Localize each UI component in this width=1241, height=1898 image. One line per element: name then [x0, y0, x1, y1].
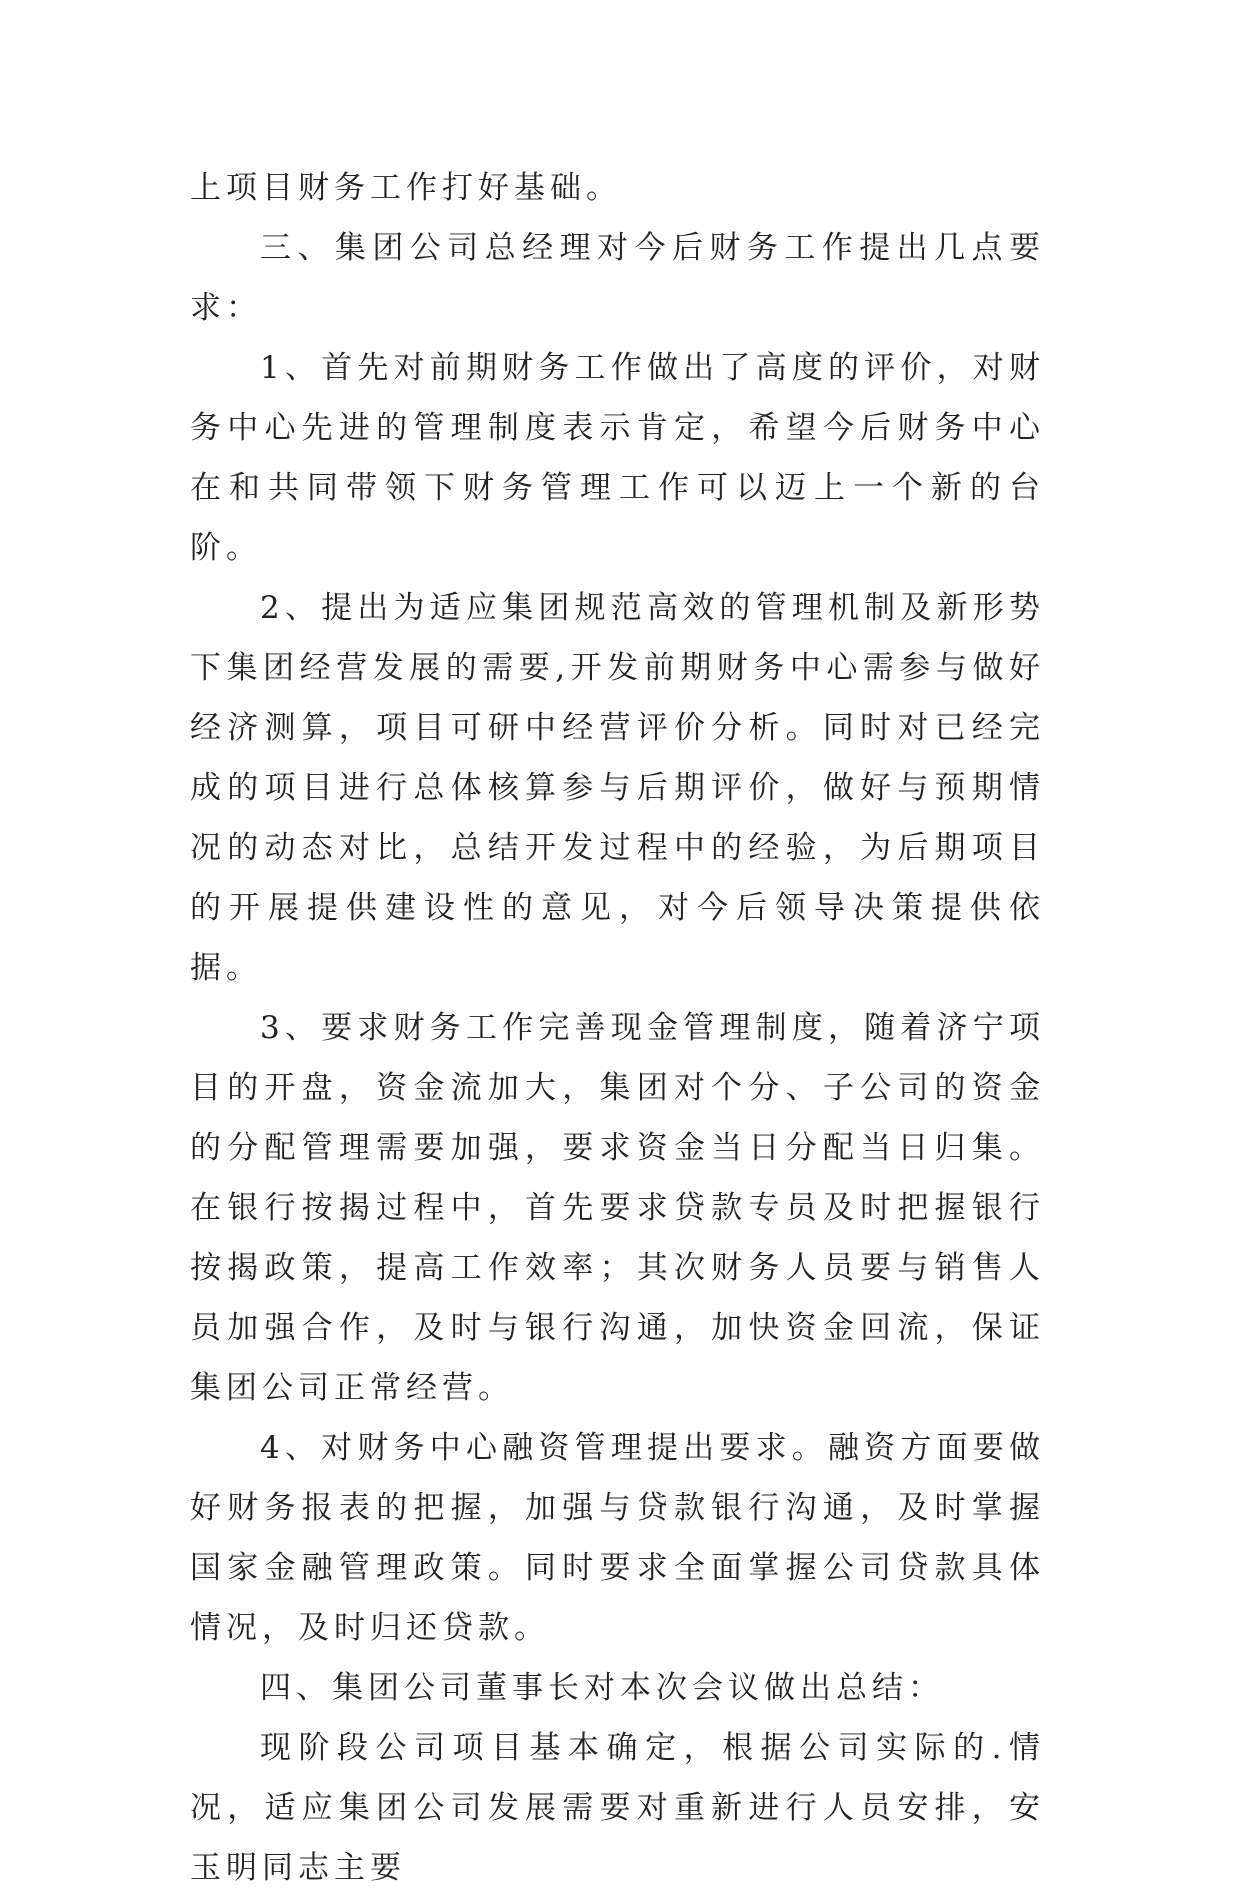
list-item-1: 1、首先对前期财务工作做出了高度的评价，对财务中心先进的管理制度表示肯定，希望今后财务中心在和共同带领下财务管理工作可以迈上一个新的台阶。: [190, 350, 1045, 566]
list-item-4: 4、对财务中心融资管理提出要求。融资方面要做好财务报表的把握，加强与贷款银行沟通，及时掌握国家金融管理政策。同时要求全面掌握公司贷款具体情况，及时归还贷款。: [190, 1430, 1045, 1646]
section-heading-three: 三、集团公司总经理对今后财务工作提出几点要求：: [190, 230, 1045, 326]
list-item-2: 2、提出为适应集团规范高效的管理机制及新形势下集团经营发展的需要,开发前期财务中心需参与做好经济测算，项目可研中经营评价分析。同时对已经完成的项目进行总体核算参与后期评价，做好与预期情况的动态对比，总结开发过程中的经验，为后期项目的开展提供建设性的意见，对今后领导决策提供依据。: [190, 590, 1045, 986]
section-heading-four: 四、集团公司董事长对本次会议做出总结：: [260, 1670, 944, 1706]
summary-paragraph: 现阶段公司项目基本确定，根据公司实际的.情况，适应集团公司发展需要对重新进行人员安排，安玉明同志主要: [190, 1730, 1045, 1886]
paragraph-continuation: 上项目财务工作打好基础。: [190, 170, 622, 206]
document-body: [190, 158, 1045, 1898]
list-item-3: 3、要求财务工作完善现金管理制度，随着济宁项目的开盘，资金流加大，集团对个分、子公司的资金的分配管理需要加强，要求资金当日分配当日归集。在银行按揭过程中，首先要求贷款专员及时把握银行按揭政策，提高工作效率；其次财务人员要与销售人员加强合作，及时与银行沟通，加快资金回流，保证集团公司正常经营。: [190, 1010, 1045, 1406]
